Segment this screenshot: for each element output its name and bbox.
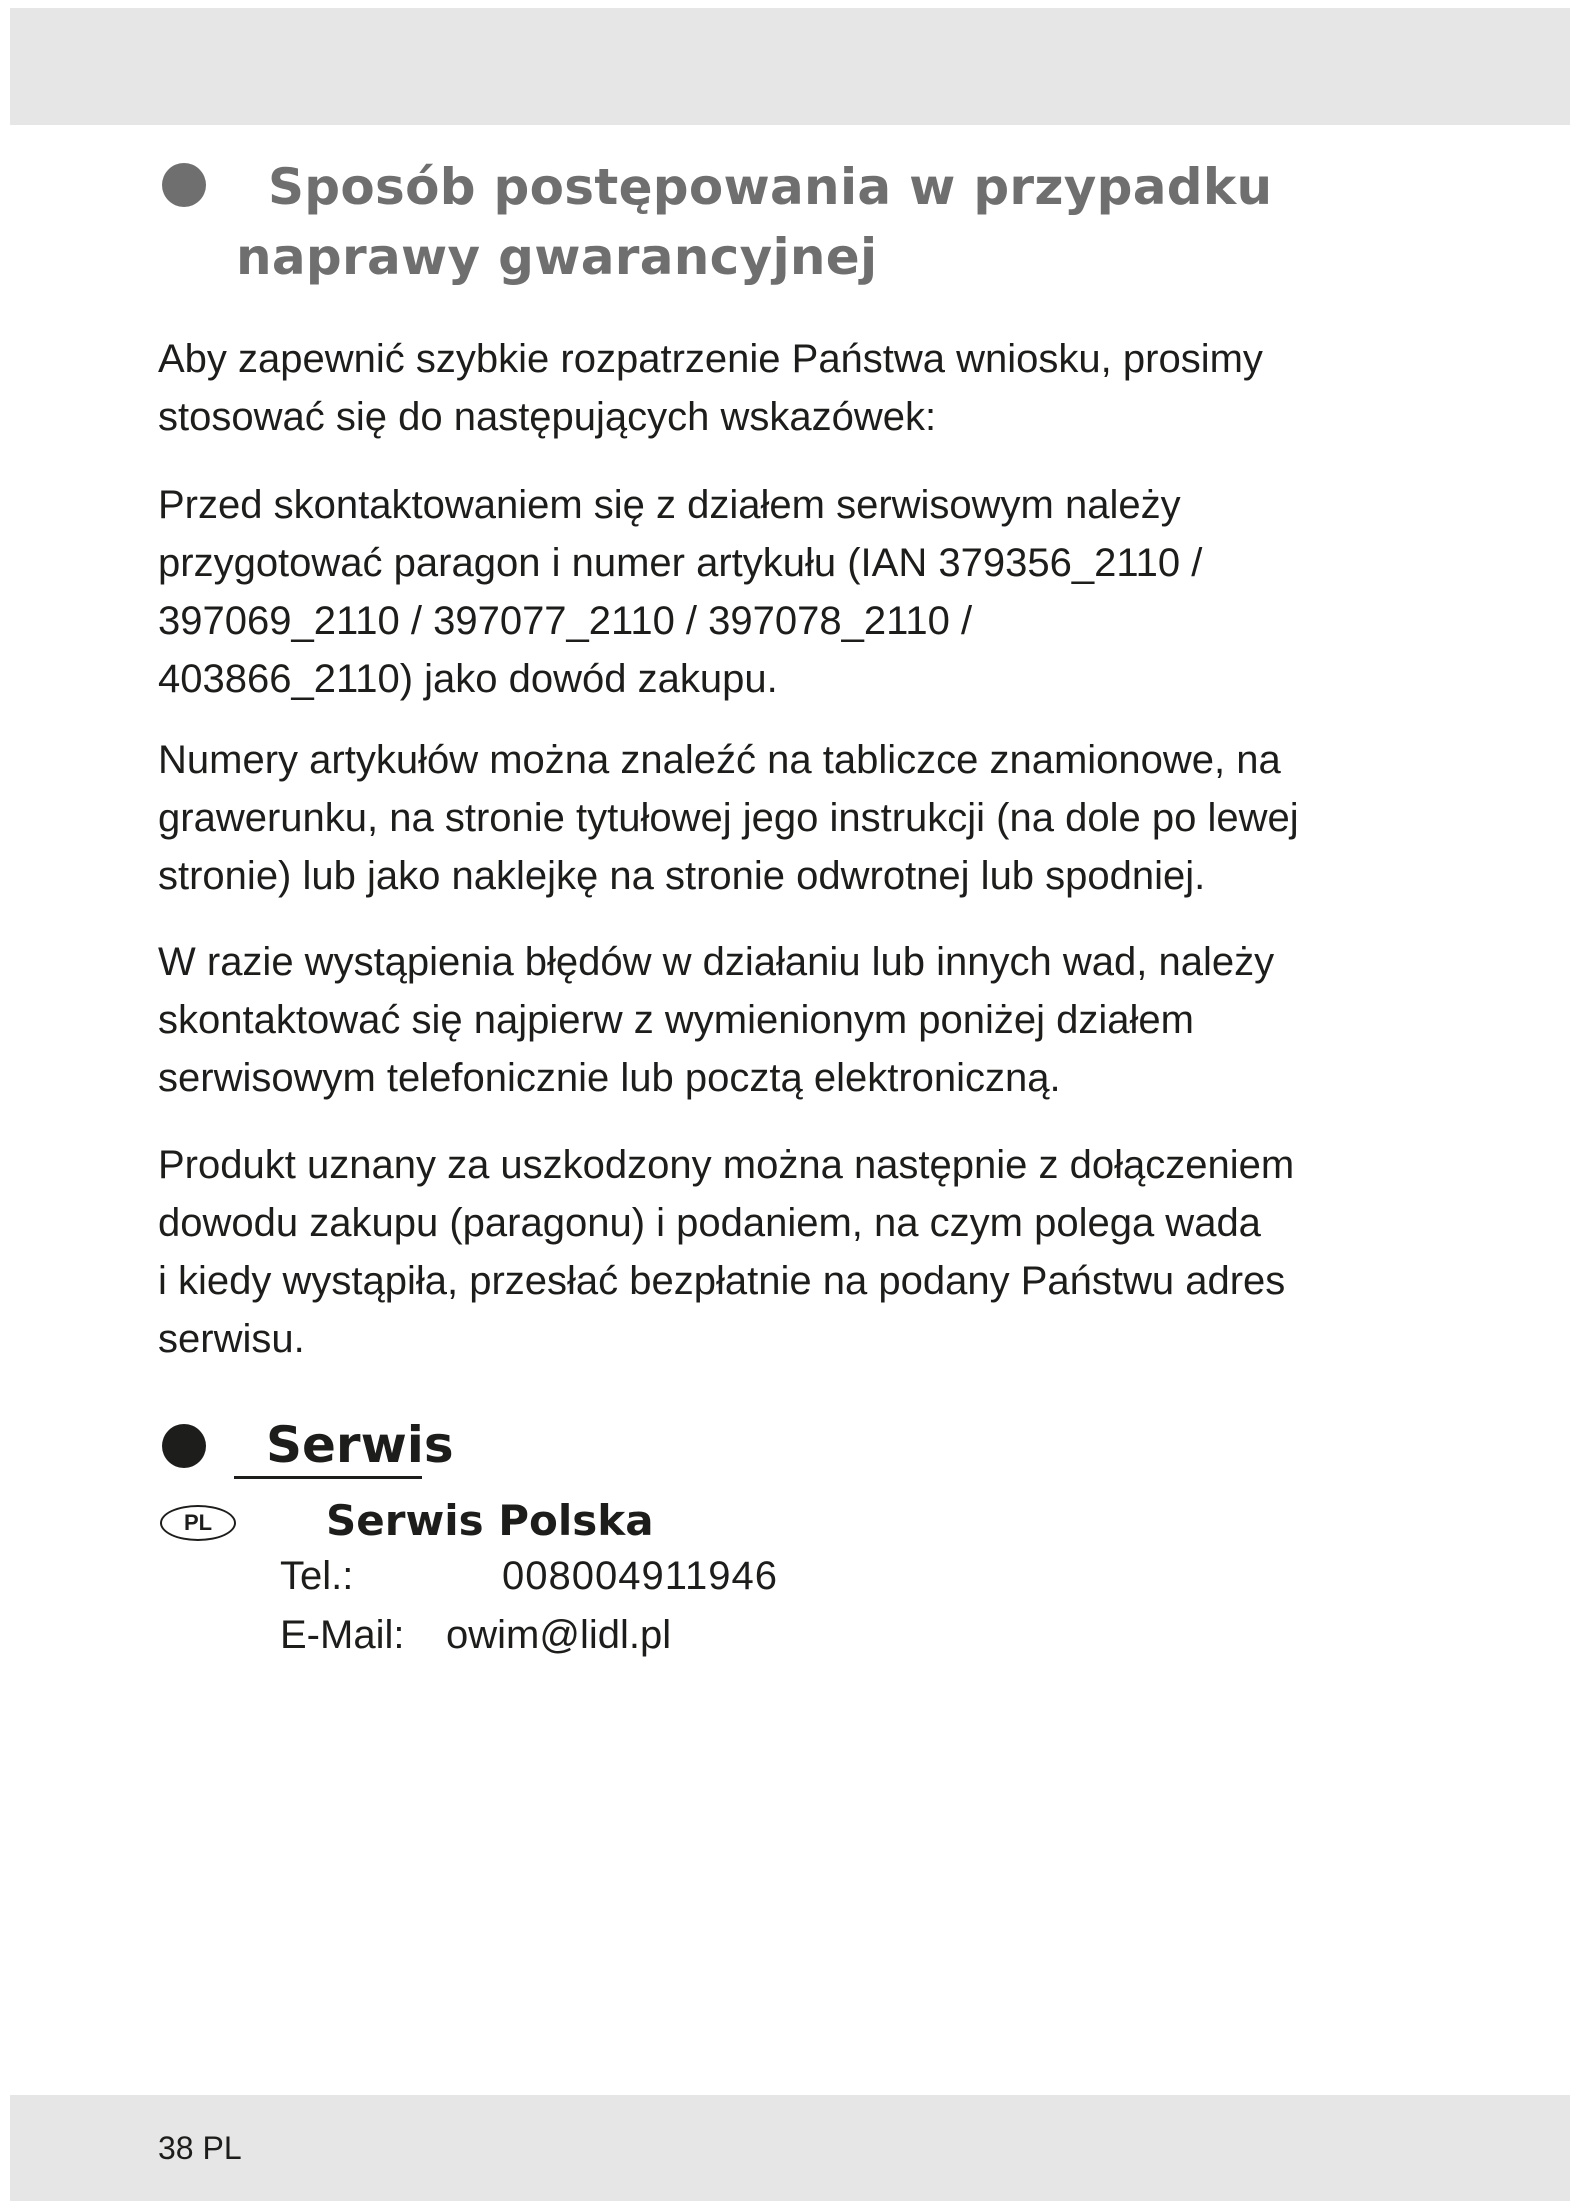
paragraph-receipt: Przed skontaktowaniem się z działem serwisowym należy przygotować paragon i numer artykułu (IAN 379356_2110 / 397069_2110 / 397077_2110 / 397078_2110 / 403866_2110) jako dowód zakupu. <box>158 483 1203 701</box>
service-heading: Serwis <box>266 1416 454 1474</box>
paragraph-contact-service: W razie wystąpienia błędów w działaniu lub innych wad, należy skontaktować się najpierw z wymienionym poniżej działem serwisowym telefonicznie lub pocztą elektroniczną. <box>158 940 1275 1100</box>
section-bullet-icon <box>162 1424 206 1468</box>
heading-underline <box>234 1476 422 1479</box>
country-flag-icon <box>160 1505 236 1541</box>
footer-band <box>10 2095 1570 2201</box>
section-bullet-icon <box>162 163 206 207</box>
service-name: Serwis Polska <box>326 1496 654 1545</box>
warranty-heading <box>236 152 1272 292</box>
country-badge-label: PL <box>183 1510 213 1535</box>
tel-value[interactable]: 008004911946 <box>502 1554 778 1598</box>
paragraph-intro: Aby zapewnić szybkie rozpatrzenie Państwa wniosku, prosimy stosować się do następujących wskazówek: <box>158 337 1263 439</box>
paragraph-send-product: Produkt uznany za uszkodzony można następnie z dołączeniem dowodu zakupu (paragonu) i podaniem, na czym polega wada i kiedy wystąpiła, przesłać bezpłatnie na podany Państwu adres serwisu. <box>158 1143 1295 1361</box>
warranty-heading-line2: naprawy gwarancyjnej <box>236 228 878 286</box>
paragraph-article-numbers: Numery artykułów można znaleźć na tabliczce znamionowe, na grawerunku, na stronie tytułowej jego instrukcji (na dole po lewej stronie) lub jako naklejkę na stronie odwrotnej lub spodniej. <box>158 738 1299 898</box>
tel-label: Tel.: <box>280 1554 354 1598</box>
warranty-heading-line1: Sposób postępowania w przypadku <box>268 158 1273 216</box>
page-number: 38 PL <box>158 2130 242 2166</box>
header-band <box>10 8 1570 125</box>
email-label: E-Mail: <box>280 1613 405 1657</box>
email-value[interactable]: owim@lidl.pl <box>446 1613 672 1657</box>
